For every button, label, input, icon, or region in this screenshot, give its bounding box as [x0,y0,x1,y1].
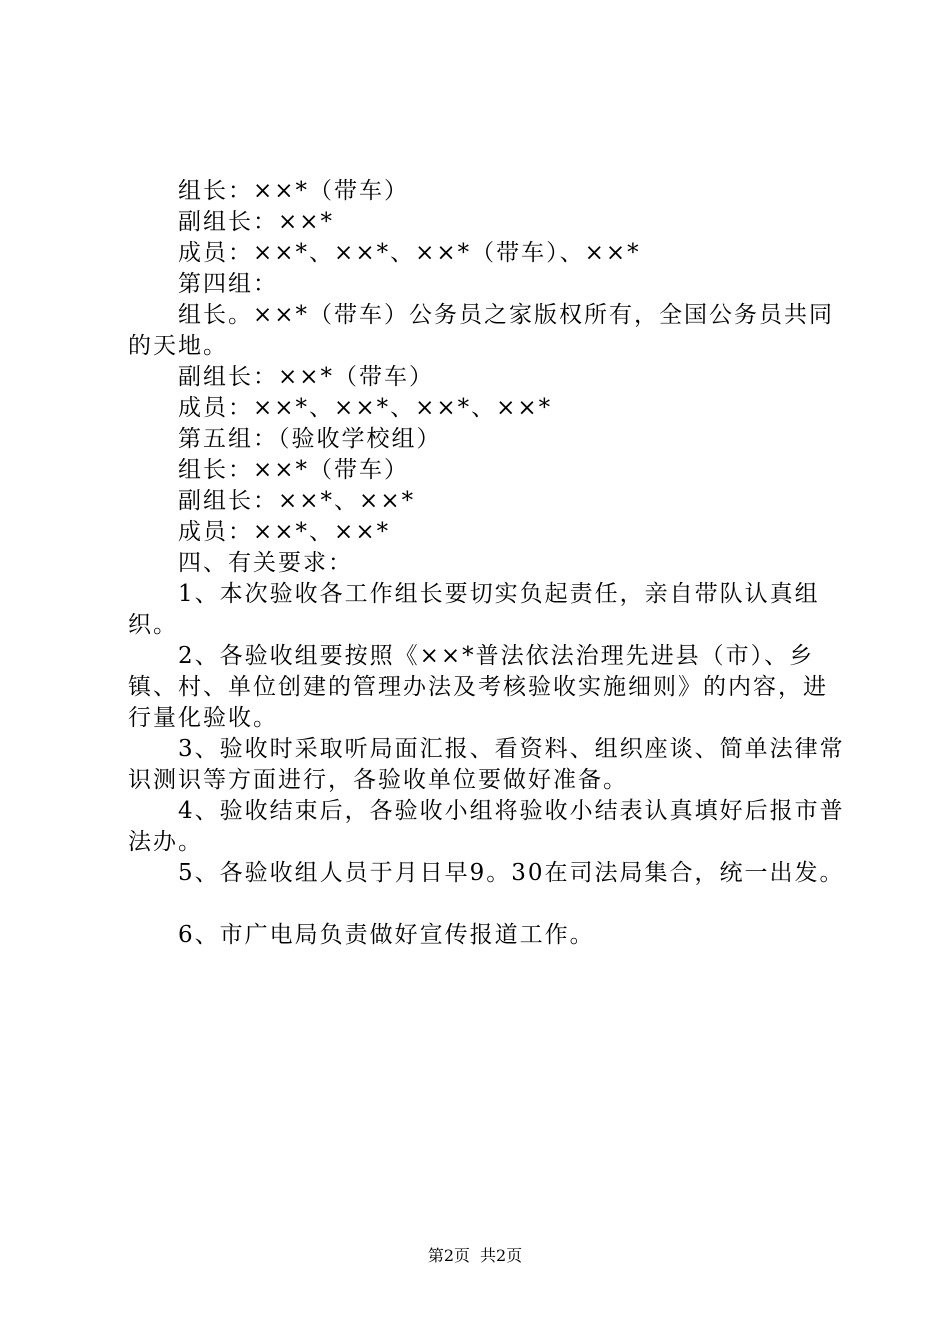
paragraph: 副组长：××*（带车） [178,364,435,390]
paragraph: 6、市广电局负责做好宣传报道工作。 [178,922,595,948]
paragraph: 副组长：××*、××* [178,488,416,514]
paragraph: 成员：××*、××* [178,519,391,545]
paragraph: 组长：××*（带车） [178,178,410,204]
page-total: 共2页 [480,1246,523,1265]
paragraph: 4、验收结束后，各验收小组将验收小结表认真填好后报市普法办。 [128,798,845,855]
paragraph: 第四组： [178,271,278,297]
section-heading: 四、有关要求： [178,550,353,576]
paragraph: 成员：××*、××*、××*（带车）、××* [178,240,641,266]
paragraph: 第五组：（验收学校组） [178,426,442,452]
paragraph: 5、各验收组人员于月日早9。30在司法局集合，统一出发。 [178,860,845,886]
document-body [128,176,850,951]
paragraph: 2、各验收组要按照《××*普法依法治理先进县（市）、乡镇、村、单位创建的管理办法及考核验收实施细则》的内容，进行量化验收。 [128,643,828,731]
paragraph: 3、验收时采取听局面汇报、看资料、组织座谈、简单法律常识测识等方面进行，各验收单位要做好准备。 [128,736,845,793]
paragraph: 副组长：××* [178,209,335,235]
paragraph: 1、本次验收各工作组长要切实负起责任，亲自带队认真组织。 [128,581,820,638]
paragraph: 成员：××*、××*、××*、××* [178,395,553,421]
paragraph: 组长：××*（带车） [178,457,410,483]
page-footer [0,1243,950,1266]
page-number: 第2页 [427,1246,470,1265]
paragraph: 组长。××*（带车）公务员之家版权所有，全国公务员共同的天地。 [128,302,835,359]
